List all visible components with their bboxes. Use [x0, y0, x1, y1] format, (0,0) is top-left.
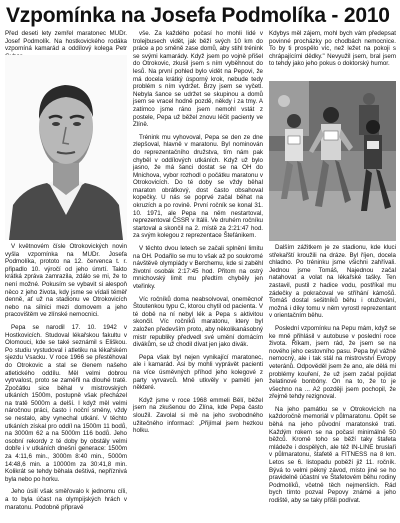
article-column-3-top	[269, 30, 396, 80]
paragraph: Když jsme v roce 1968 emmeli Bělí, běžel jsem na zkušenou do Zlína, kde Pepa často sloužil. Zavolal si mě na jeho svobodného užitečného informací: „Přijímal jsem hezkou holku.	[133, 396, 263, 435]
portrait-photo	[5, 55, 127, 240]
lead-paragraph: Před deseti lety zemřel maratonec MUDr. Josef Podmolík. Na hostkovického rodáka vzpomíná kamarád a oddílový kolega Petr	[5, 30, 127, 53]
paragraph: Pepa se narodil 17. 10. 1942 v Hostkovicích. Studoval lékařskou fakultu v Olomouci, kde se také seznámil s Eliškou. Po studiu vystudoval i atletiku na lékařském sjezdu Vsacku. V roce 1966 se přestěhoval do Otrokovic a stal se členem našeho atletického oddílu. Měl velmi dobrou vytrvalost, proto se zaměřil na dlouhé tratě. Zpočátku sice běhal v mistrovských utkáních 1500m, postupně však přecházel na tratě 5000m a delší. I když měl velmi náročnou práci, často i noční směny, vždy se nestalo, aby vynechal utkání. V těchto utkáních získal pro oddíl na 1500m 11 bodů, na 3000m 62 a na 5000m 116 bodů. Jeho osobní rekordy z té doby by obstály velmi dobře i v utkáních dnešní generace: 1500m za 4:11,6 min., 3000m 8:40 min., 5000m 14:48,6 min. a 10000m za 30:41,8 min. Kolikrát se tehdy běhala deštivá, nepříznivá byla nebo po horku.	[5, 323, 127, 483]
paragraph: Dalším zážitkem je ze stadionu, kde kluci střekařští kroužili na dráze. Byl říjen, docela chladno. Po tréninku jsme všichni zahřívali. Jednou jsme Tomáš, Najednou začal natahovat a volat na lékařské tašky. Ten zastavil, pustil z hadice vodu, postříkal mu zádečky a pokračoval ve stříhání kámošů. Tomáš dostal sešitníků běhu i otužování, možná i díky tomu v něm vyrostl reprezentant v orientačním běhu.	[269, 244, 396, 320]
article-title: Vzpomínka na Josefa Podmolíka - 2010	[6, 4, 390, 27]
paragraph: Trénink mu vyhovoval, Pepa se den ze dne zlepšoval, hlavně v maratonu. Byl nominován do reprezentačního družstva, tím nám pak chyběl v oddílových utkáních. Když už bylo jasno, že má šanci dostat se na OH do Mnichova, vybor rozhodl o počátku maratonu v Otrokovicích. Do té doby se vždy běhal maraton obrátkový, dost často obsahoval kopečky. U nás se poprvé začal běhat na okruzích a po rovině. První ročník se konal 31. 10. 1971, ale Pepa na něm nestartoval, reprezentoval ČSSR v Itálii. Ve druhém ročníku startoval a skončil na 2. místě za 2:21:47 hod. za svým kolegou z reprezentace Štefánikem.	[133, 133, 263, 240]
paragraph: vše. Za každého počasí ho mohli lidé v trolejbusech vidět, jak běží svých 10 km do práce a po směně zase domů, aby stihl trénink se svými kamarády. Když jsem po vojně přišel do Otrokovic, zkusil jsem s ním vyběhnout do lesů. Na první pohled bylo vidět na Pepovi, že má docela krátký úsporný krok, nebude tedy problém s ním vydržet. Brzy jsem se vyčetl. Nebyla šance se udržet se skupinou a domů jsem se vracel hodně pozdě, někdy i za tmy. A zatímco jsme ráno jsem nemohl vstát z postele, Pepa už běžel znovu léčit pacienty ve Zlíně.	[133, 30, 263, 129]
runners-photo	[269, 81, 396, 241]
paragraph: V květnovém čísle Otrokovických novin vyšla vzpomínka na MUDr. Josefa Podmolíka, prototo na 12. červenca t. r. připadlo 10. výročí od jeho úmrtí. Takto krátká zpráva zamrazila, zdálo se mi, že to není možné. Pokusím se vybavit si alespoň něco z jeho života, kdy jsme se vídali téměř denně, ať už na stadionu ve Otrokovicích nebo na silnici mezi domovem a jeho pracovištěm ve zlínské nemocnici.	[5, 243, 127, 319]
paragraph: Pepa však byl nejen vynikající maratonec, ale i kamarád. Asi by mohli vyprávět pacienti na více úsměvných příhod jeho kolegové z party vyrvavců. Mně utkvěly v paměti jen některé.	[133, 353, 263, 392]
paragraph: Kdybys měl zájem, mohl bych vám předepsat povinné procházky po chodbách nemocnice. To by ti prospělo víc, než ležet na pokoji s chrápajícími dědky." Nevyužil jsem, bral jsem to tehdy jako jeho pokus o doktorský humor.	[269, 30, 396, 68]
paragraph: Jeho úsilí však směřovalo k jednomu cíli, a to byla účast na olympijských hrách v maratonu. Podobně připravě	[5, 488, 127, 511]
paragraph: Na jeho památku se v Otrokovicích na každoročně memoriál v půlmaratonu. Opět se běhá na jeho původní maratonské trati. Každým rokem se na počasí minimálně 50 běžců. Kromě toho se běží taky štafeta mládeže i dospělých, ale též IN-LINE bruslaři v půlmaratonu, štafetě a FITNESS na 8 km. Letos se 6. listopadu poběží již 11. ročník. Bývá to velmi pěkný závod, místo jiné se ho pravidelně účastní ve Štafetovém běhu rodiny Podmolíků, včetně těch nejmenších. Rád bych tímto pozval Pepovy známé a jeho rodiště, aby se taky přišli podívat.	[269, 405, 396, 504]
paragraph: Víc ročníků doma neabsolvoval, oneměcnoř Štoutenkou typu C, ktorou chytil od pacienta. V té době na ní nebyl lék a Pepa s aktivitou skončil. Víc ročníků maratonu, ktery byl založen především proto, aby několikanásobný mistr republiky předvedl své umění domácím divákům, se už chodil dívat jen jako divák.	[133, 295, 263, 349]
paragraph: V těchto dvou letech se začali splnění limitu na OH. Podařilo se mu to však až po soukromé návštěvě olympiády v Berchemu, kde si zaběhl životní osobák 2:17:45 hod. Přitom na ostrý mnichovský limit mu předtím chyběly jen vteřinky.	[133, 245, 263, 290]
article-column-3	[269, 244, 396, 519]
paragraph: Poslední vzpomínku na Pepu mám, když se ke mně přihlásil v autobuse v poslední roce života. Říkam, jsem rád, že jsem se na nového jeho cestovního pasu. Pepa byl vážně nemocný, ale i tak stál na mistrovství Evropy veteránů. Odpověděl jsem že ano, ale dělá mi problémy kouření, že už jsem začal pojídat želatinové bonbóny. On na to, že to je všechno na ... A2 později jsem pochopil, že zřejmě tehdy rezignoval.	[269, 324, 396, 401]
article-column-2	[133, 30, 263, 519]
article-lead	[5, 30, 127, 52]
article-column-1	[5, 243, 127, 519]
